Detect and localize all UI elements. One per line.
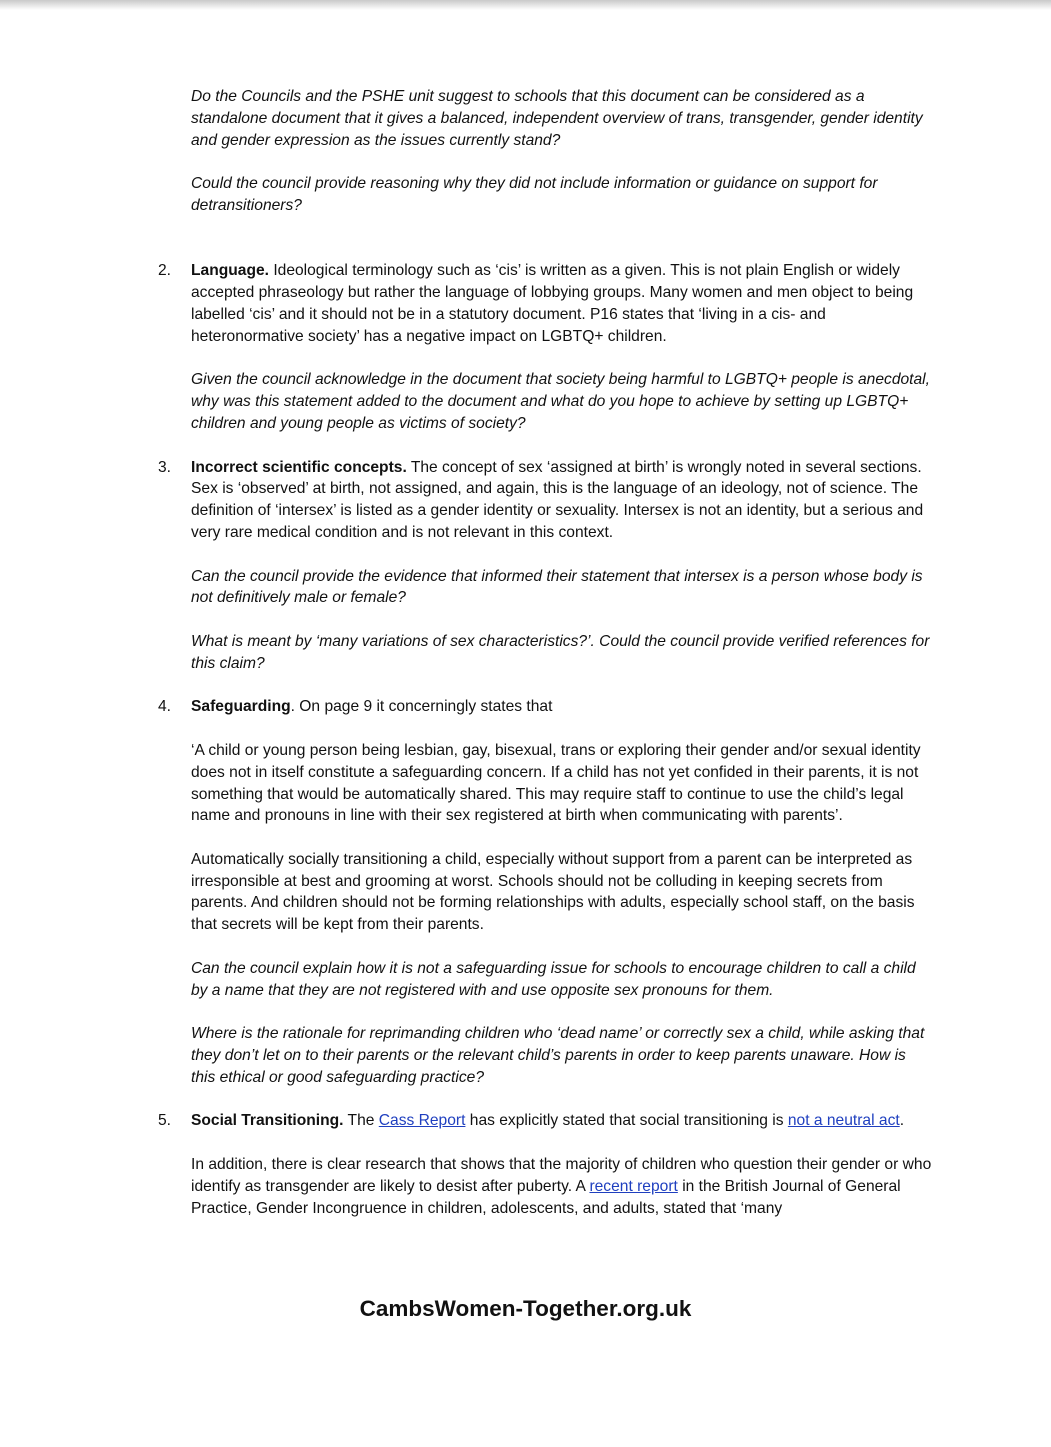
list-item-text xyxy=(191,260,933,347)
quoted-passage: ‘A child or young person being lesbian, gay, bisexual, trans or exploring their gender and/or sexual identity does not in itself constitute a safeguarding concern. If a child has not yet confided in their parents, it is not something that would be automatically shared. This may require staff to continue to use the child’s legal name and pronouns in line with their sex registered at birth when communicating with parents’. xyxy=(191,741,921,825)
list-item-paragraph: Automatically socially transitioning a child, especially without support from a parent can be interpreted as irresponsible at best and grooming at worst. Schools should not be colluding in keeping secrets from parents. And children should not be forming relationships with adults, especially school staff, on the basis that secrets will be kept from their parents. xyxy=(191,850,915,934)
list-item-text xyxy=(191,457,933,544)
list-item-text xyxy=(191,696,933,718)
recent-report-link[interactable]: recent report xyxy=(589,1177,678,1195)
list-item-body: Ideological terminology such as ‘cis’ is written as a given. This is not plain English or widely accepted phraseology but rather the language of lobbying groups. Many women and men object to being labelled ‘cis’ and it should not be in a statutory document. P16 states that ‘living in a cis- and heteronormative society’ has a negative impact on LGBTQ+ children. xyxy=(191,262,914,345)
list-item-heading: Safeguarding xyxy=(191,698,291,716)
list-item-social-transitioning xyxy=(158,1110,933,1219)
list-item-body: The xyxy=(343,1112,379,1130)
list-item-heading: Social Transitioning. xyxy=(191,1112,344,1130)
list-item-heading: Language. xyxy=(191,262,269,280)
list-item-question: Given the council acknowledge in the document that society being harmful to LGBTQ+ people is anecdotal, why was this statement added to the document and what do you hope to achieve by setting up LGBTQ+ children and young people as victims of society? xyxy=(191,371,930,432)
intro-question-1: Do the Councils and the PSHE unit suggest to schools that this document can be considered as a standalone document that it gives a balanced, independent overview of trans, transgender, gender identity and gender expression as the issues currently stand? xyxy=(191,88,923,149)
list-number: 4. xyxy=(158,698,172,716)
list-number: 5. xyxy=(158,1112,172,1130)
list-item-question: Can the council explain how it is not a safeguarding issue for schools to encourage children to call a child by a name that they are not registered with and use opposite sex pronouns for them. xyxy=(191,959,916,999)
list-item-body: . xyxy=(899,1112,905,1130)
list-item-heading: Incorrect scientific concepts. xyxy=(191,458,407,476)
list-item-body: The concept of sex ‘assigned at birth’ is wrongly noted in several sections. Sex is ‘observed’ at birth, not assigned, and again, this is the language of an ideology, not of science. The definition of ‘intersex’ is listed as a gender identity or sexuality. Intersex is not an identity, but a serious and very rare medical condition and is not relevant in this context. xyxy=(191,458,924,541)
list-item-question: What is meant by ‘many variations of sex characteristics?’. Could the council provide verified references for this claim? xyxy=(191,632,930,672)
list-item-question: Can the council provide the evidence that informed their statement that intersex is a person whose body is not definitively male or female? xyxy=(191,567,923,607)
list-item-language xyxy=(158,260,933,434)
list-item-paragraph xyxy=(191,1154,933,1219)
list-item-safeguarding xyxy=(158,696,933,1088)
list-number: 3. xyxy=(158,458,172,476)
cass-report-link[interactable]: Cass Report xyxy=(378,1112,466,1130)
paragraph-text: in the British Journal of General Practice, Gender Incongruence in children, adolescents, and adults, stated that ‘many xyxy=(191,1177,901,1217)
not-a-neutral-act-link[interactable]: not a neutral act xyxy=(787,1112,900,1130)
list-item-question: Where is the rationale for reprimanding children who ‘dead name’ or correctly sex a child, while asking that they don’t let on to their parents or the relevant child’s parents in order to keep parents unaware. How is this ethical or good safeguarding practice? xyxy=(191,1025,925,1086)
list-item-body: has explicitly stated that social transitioning is xyxy=(465,1112,788,1130)
list-item-body: . On page 9 it concerningly states that xyxy=(290,698,553,716)
list-item-scientific-concepts xyxy=(158,457,933,675)
list-item-text xyxy=(191,1110,933,1132)
page-footer: CambsWomen-Together.org.uk xyxy=(359,1296,692,1321)
intro-question-2: Could the council provide reasoning why they did not include information or guidance on support for detransitioners? xyxy=(191,175,878,214)
paragraph-text: In addition, there is clear research that shows that the majority of children who question their gender or who identify as transgender are likely to desist after puberty. A xyxy=(191,1156,932,1195)
document-body xyxy=(158,86,933,1241)
list-number: 2. xyxy=(158,262,172,280)
